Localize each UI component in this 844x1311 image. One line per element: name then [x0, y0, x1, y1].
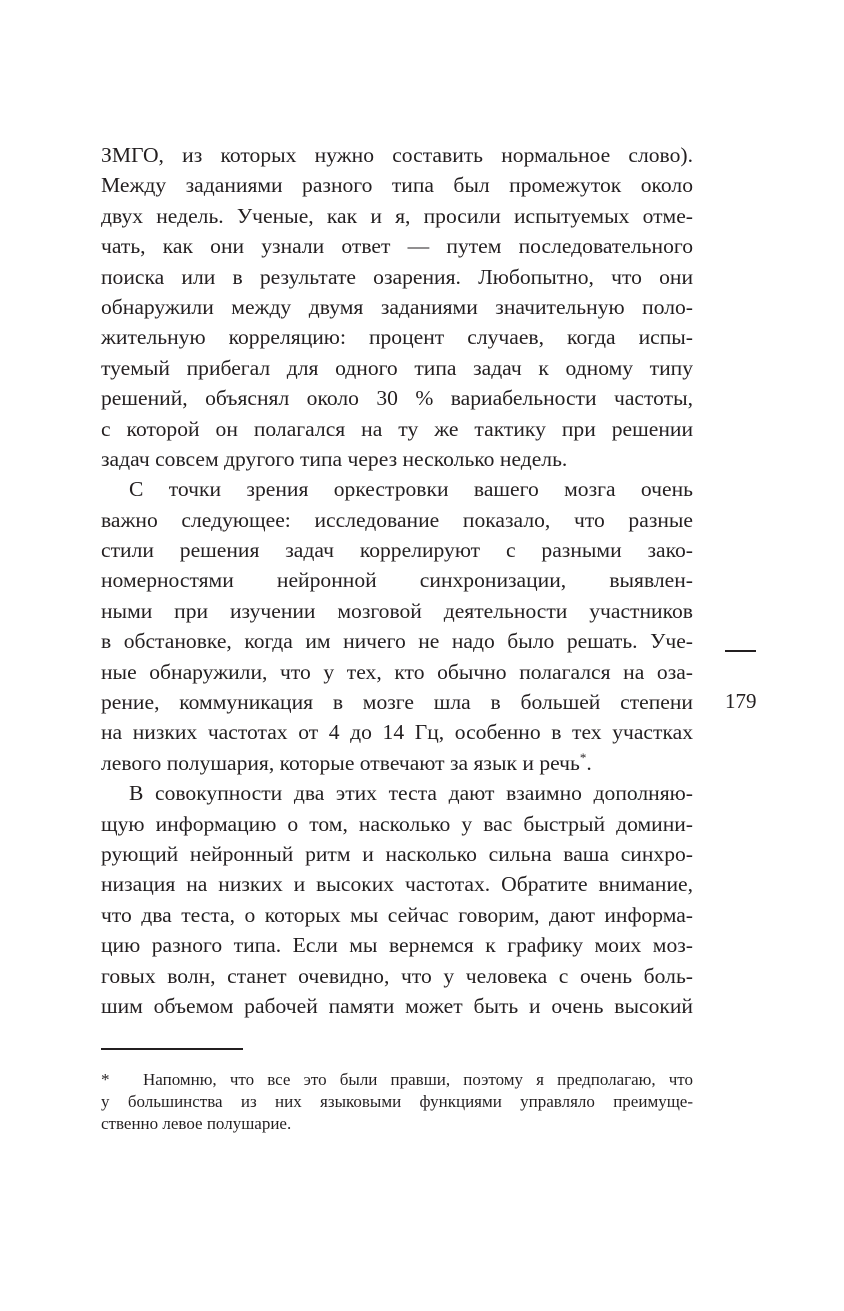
text-line: что два теста, о которых мы сейчас говорим, дают информа-: [101, 902, 693, 927]
text-line: задач совсем другого типа через несколько недель.: [101, 446, 568, 471]
text-line: говых волн, станет очевидно, что у человека с очень боль-: [101, 963, 693, 988]
text-line: с которой он полагался на ту же тактику при решении: [101, 416, 693, 441]
text-line-content: левого полушария, которые отвечают за язык и речь: [101, 750, 580, 775]
footnote-line: [101, 1069, 693, 1091]
text-line: стили решения задач коррелируют с разными зако-: [101, 538, 693, 563]
paragraph-3: [101, 778, 693, 1021]
text-line: рение, коммуникация в мозге шла в большей степени: [101, 690, 693, 715]
text-line: важно следующее: исследование показало, что разные: [101, 507, 693, 532]
margin-rule: [725, 650, 756, 652]
text-line: жительную корреляцию: процент случаев, когда испы-: [101, 325, 693, 350]
text-line: туемый прибегал для одного типа задач к одному типу: [101, 355, 693, 380]
text-line: низация на низких и высоких частотах. Обратите внимание,: [101, 872, 693, 897]
footnote-divider: [101, 1048, 243, 1050]
text-line: номерностями нейронной синхронизации, выявлен-: [101, 568, 693, 593]
text-line: чать, как они узнали ответ — путем последовательного: [101, 234, 693, 259]
text-line: шим объемом рабочей памяти может быть и очень высокий: [101, 993, 693, 1018]
paragraph-2: [101, 474, 693, 778]
text-line: ЗМГО, из которых нужно составить нормальное слово).: [101, 143, 693, 167]
footnote-line: у большинства из них языковыми функциями управляло преимуще-: [101, 1092, 693, 1111]
footnote: [101, 1069, 693, 1135]
text-line: ными при изучении мозговой деятельности участников: [101, 598, 693, 623]
text-line: С точки зрения оркестровки вашего мозга очень: [129, 477, 693, 502]
text-line: в обстановке, когда им ничего не надо было решать. Уче-: [101, 629, 693, 654]
text-line: В совокупности два этих теста дают взаимно дополняю-: [129, 781, 693, 806]
text-line: цию разного типа. Если мы вернемся к графику моих моз-: [101, 933, 693, 958]
text-line: ные обнаружили, что у тех, кто обычно полагался на оза-: [101, 659, 693, 684]
text-line: щую информацию о том, насколько у вас быстрый домини-: [101, 811, 693, 836]
page-number: 179: [725, 689, 757, 713]
footnote-line: ственно левое полушарие.: [101, 1114, 292, 1133]
text-line: решений, объяснял около 30 % вариабельности частоты,: [101, 386, 693, 411]
text-line: рующий нейронный ритм и насколько сильна ваша синхро-: [101, 841, 693, 866]
text-line: двух недель. Ученые, как и я, просили испытуемых отме-: [101, 203, 693, 228]
footnote-marker: *: [101, 1070, 110, 1089]
body-text: [101, 140, 693, 1021]
footnote-text: Напомню, что все это были правши, поэтому я предполагаю, что: [143, 1070, 693, 1089]
text-line: левого полушария, которые отвечают за язык и речь*.: [101, 749, 592, 775]
footnote-reference[interactable]: *: [579, 749, 587, 765]
text-line: поиска или в результате озарения. Любопытно, что они: [101, 264, 693, 289]
text-line: на низких частотах от 4 до 14 Гц, особенно в тех участках: [101, 720, 693, 745]
text-line: Между заданиями разного типа был промежуток около: [101, 173, 693, 198]
paragraph-1: [101, 140, 693, 474]
text-line: обнаружили между двумя заданиями значительную поло-: [101, 294, 693, 319]
